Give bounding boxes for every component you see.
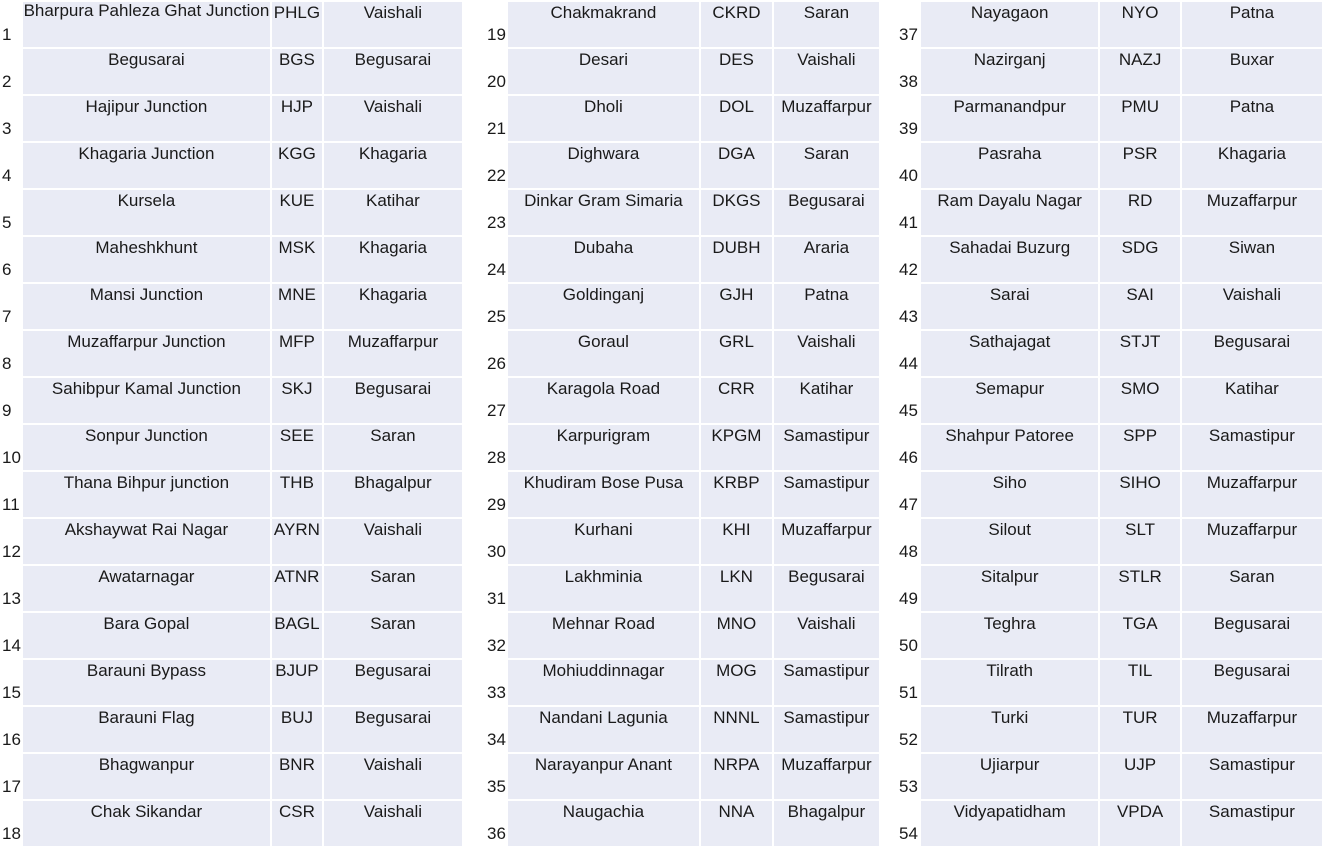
station-code-cell: SLT <box>1099 518 1180 565</box>
district-cell: Samastipur <box>773 659 880 706</box>
table-row <box>1 48 463 95</box>
station-code-cell: PMU <box>1099 95 1180 142</box>
station-name-cell: Vidyapatidham <box>920 800 1099 847</box>
table-row <box>1 95 463 142</box>
station-name-cell: Pasraha <box>920 142 1099 189</box>
station-name-cell: Dighwara <box>507 142 700 189</box>
row-number: 22 <box>486 142 507 189</box>
station-name-cell: Dholi <box>507 95 700 142</box>
district-cell: Vaishali <box>323 753 463 800</box>
district-cell: Saran <box>1181 565 1323 612</box>
station-code-cell: BJUP <box>271 659 323 706</box>
table-row <box>1 377 463 424</box>
row-number: 5 <box>1 189 22 236</box>
station-name-cell: Dinkar Gram Simaria <box>507 189 700 236</box>
table-row <box>898 800 1323 847</box>
district-cell: Muzaffarpur <box>323 330 463 377</box>
row-number: 27 <box>486 377 507 424</box>
table-row <box>898 48 1323 95</box>
station-code-cell: SAI <box>1099 283 1180 330</box>
station-code-cell: GJH <box>700 283 773 330</box>
station-code-cell: HJP <box>271 95 323 142</box>
row-number: 8 <box>1 330 22 377</box>
station-code-cell: NNNL <box>700 706 773 753</box>
table-row <box>1 659 463 706</box>
district-cell: Vaishali <box>323 95 463 142</box>
station-name-cell: Silout <box>920 518 1099 565</box>
station-code-cell: SMO <box>1099 377 1180 424</box>
station-code-cell: NNA <box>700 800 773 847</box>
station-code-cell: GRL <box>700 330 773 377</box>
station-code-cell: UJP <box>1099 753 1180 800</box>
station-name-cell: Sarai <box>920 283 1099 330</box>
station-name-cell: Barauni Bypass <box>22 659 271 706</box>
station-table-1 <box>0 0 464 848</box>
station-name-cell: Muzaffarpur Junction <box>22 330 271 377</box>
district-cell: Muzaffarpur <box>773 95 880 142</box>
row-number: 35 <box>486 753 507 800</box>
station-code-cell: TUR <box>1099 706 1180 753</box>
row-number: 4 <box>1 142 22 189</box>
table-row <box>898 612 1323 659</box>
table-row <box>1 330 463 377</box>
table-row <box>1 612 463 659</box>
station-code-cell: ATNR <box>271 565 323 612</box>
station-name-cell: Chakmakrand <box>507 1 700 48</box>
district-cell: Vaishali <box>323 518 463 565</box>
station-name-cell: Awatarnagar <box>22 565 271 612</box>
station-name-cell: Mohiuddinnagar <box>507 659 700 706</box>
table-row <box>486 612 880 659</box>
district-cell: Begusarai <box>323 48 463 95</box>
station-name-cell: Bhagwanpur <box>22 753 271 800</box>
district-cell: Begusarai <box>1181 659 1323 706</box>
row-number: 41 <box>898 189 920 236</box>
station-name-cell: Mehnar Road <box>507 612 700 659</box>
table-row <box>898 1 1323 48</box>
table-row <box>898 283 1323 330</box>
station-code-cell: KRBP <box>700 471 773 518</box>
station-name-cell: Hajipur Junction <box>22 95 271 142</box>
station-code-cell: PSR <box>1099 142 1180 189</box>
row-number: 47 <box>898 471 920 518</box>
table-row <box>898 471 1323 518</box>
station-name-cell: Karpurigram <box>507 424 700 471</box>
row-number: 25 <box>486 283 507 330</box>
station-name-cell: Maheshkhunt <box>22 236 271 283</box>
station-code-cell: KUE <box>271 189 323 236</box>
row-number: 43 <box>898 283 920 330</box>
station-name-cell: Sonpur Junction <box>22 424 271 471</box>
station-code-cell: STLR <box>1099 565 1180 612</box>
district-cell: Katihar <box>1181 377 1323 424</box>
district-cell: Araria <box>773 236 880 283</box>
table-row <box>1 189 463 236</box>
table-row <box>898 236 1323 283</box>
station-code-cell: BGS <box>271 48 323 95</box>
station-name-cell: Nandani Lagunia <box>507 706 700 753</box>
row-number: 32 <box>486 612 507 659</box>
table-row <box>486 800 880 847</box>
row-number: 50 <box>898 612 920 659</box>
table-row <box>486 48 880 95</box>
table-row <box>486 659 880 706</box>
district-cell: Muzaffarpur <box>1181 518 1323 565</box>
row-number: 2 <box>1 48 22 95</box>
station-name-cell: Semapur <box>920 377 1099 424</box>
station-code-cell: TGA <box>1099 612 1180 659</box>
station-code-cell: VPDA <box>1099 800 1180 847</box>
station-name-cell: Goraul <box>507 330 700 377</box>
row-number: 1 <box>1 1 22 48</box>
station-code-cell: CRR <box>700 377 773 424</box>
table-row <box>898 189 1323 236</box>
table-row <box>898 377 1323 424</box>
station-name-cell: Shahpur Patoree <box>920 424 1099 471</box>
district-cell: Saran <box>773 1 880 48</box>
table-row <box>486 95 880 142</box>
district-cell: Saran <box>323 424 463 471</box>
table-row <box>486 753 880 800</box>
station-name-cell: Kurhani <box>507 518 700 565</box>
row-number: 18 <box>1 800 22 847</box>
station-code-cell: AYRN <box>271 518 323 565</box>
table-row <box>898 753 1323 800</box>
station-code-cell: RD <box>1099 189 1180 236</box>
station-code-cell: LKN <box>700 565 773 612</box>
station-name-cell: Sitalpur <box>920 565 1099 612</box>
district-cell: Begusarai <box>773 189 880 236</box>
station-code-cell: DUBH <box>700 236 773 283</box>
station-name-cell: Begusarai <box>22 48 271 95</box>
table-row <box>486 377 880 424</box>
row-number: 17 <box>1 753 22 800</box>
table-row <box>486 142 880 189</box>
station-code-cell: SKJ <box>271 377 323 424</box>
station-name-cell: Mansi Junction <box>22 283 271 330</box>
station-code-cell: STJT <box>1099 330 1180 377</box>
row-number: 19 <box>486 1 507 48</box>
row-number: 38 <box>898 48 920 95</box>
row-number: 54 <box>898 800 920 847</box>
district-cell: Saran <box>323 565 463 612</box>
district-cell: Begusarai <box>773 565 880 612</box>
station-name-cell: Naugachia <box>507 800 700 847</box>
table-row <box>486 706 880 753</box>
row-number: 20 <box>486 48 507 95</box>
row-number: 21 <box>486 95 507 142</box>
district-cell: Saran <box>773 142 880 189</box>
district-cell: Vaishali <box>323 800 463 847</box>
district-cell: Muzaffarpur <box>1181 471 1323 518</box>
station-code-cell: BAGL <box>271 612 323 659</box>
station-code-cell: DES <box>700 48 773 95</box>
station-name-cell: Sahadai Buzurg <box>920 236 1099 283</box>
station-code-cell: SEE <box>271 424 323 471</box>
station-name-cell: Siho <box>920 471 1099 518</box>
row-number: 36 <box>486 800 507 847</box>
row-number: 10 <box>1 424 22 471</box>
table-row <box>1 518 463 565</box>
row-number: 44 <box>898 330 920 377</box>
district-cell: Begusarai <box>1181 612 1323 659</box>
station-code-cell: SPP <box>1099 424 1180 471</box>
district-cell: Samastipur <box>773 706 880 753</box>
station-table-body <box>898 1 1323 847</box>
district-cell: Vaishali <box>1181 283 1323 330</box>
table-row <box>1 142 463 189</box>
station-code-cell: BNR <box>271 753 323 800</box>
district-cell: Khagaria <box>323 236 463 283</box>
station-code-cell: MOG <box>700 659 773 706</box>
row-number: 24 <box>486 236 507 283</box>
station-code-cell: NYO <box>1099 1 1180 48</box>
table-row <box>486 1 880 48</box>
row-number: 51 <box>898 659 920 706</box>
table-row <box>898 659 1323 706</box>
district-cell: Begusarai <box>323 659 463 706</box>
district-cell: Vaishali <box>773 48 880 95</box>
row-number: 12 <box>1 518 22 565</box>
station-table-2 <box>485 0 881 848</box>
station-name-cell: Khagaria Junction <box>22 142 271 189</box>
station-code-cell: KGG <box>271 142 323 189</box>
district-cell: Samastipur <box>773 424 880 471</box>
row-number: 3 <box>1 95 22 142</box>
station-table-body <box>1 1 463 847</box>
table-row <box>898 330 1323 377</box>
station-name-cell: Teghra <box>920 612 1099 659</box>
district-cell: Katihar <box>773 377 880 424</box>
station-name-cell: Chak Sikandar <box>22 800 271 847</box>
row-number: 28 <box>486 424 507 471</box>
row-number: 48 <box>898 518 920 565</box>
station-code-cell: MFP <box>271 330 323 377</box>
table-row <box>898 142 1323 189</box>
station-code-cell: DKGS <box>700 189 773 236</box>
station-table-3 <box>897 0 1324 848</box>
row-number: 15 <box>1 659 22 706</box>
row-number: 40 <box>898 142 920 189</box>
district-cell: Vaishali <box>773 330 880 377</box>
station-name-cell: Kursela <box>22 189 271 236</box>
table-row <box>486 471 880 518</box>
station-code-cell: DGA <box>700 142 773 189</box>
station-name-cell: Ram Dayalu Nagar <box>920 189 1099 236</box>
district-cell: Patna <box>1181 1 1323 48</box>
station-code-cell: CKRD <box>700 1 773 48</box>
table-row <box>898 706 1323 753</box>
row-number: 13 <box>1 565 22 612</box>
station-name-cell: Nazirganj <box>920 48 1099 95</box>
table-row <box>486 330 880 377</box>
district-cell: Muzaffarpur <box>1181 189 1323 236</box>
row-number: 6 <box>1 236 22 283</box>
station-name-cell: Akshaywat Rai Nagar <box>22 518 271 565</box>
station-code-cell: BUJ <box>271 706 323 753</box>
district-cell: Muzaffarpur <box>1181 706 1323 753</box>
station-code-cell: KPGM <box>700 424 773 471</box>
station-name-cell: Bara Gopal <box>22 612 271 659</box>
station-code-cell: DOL <box>700 95 773 142</box>
station-code-cell: SDG <box>1099 236 1180 283</box>
station-code-cell: MNE <box>271 283 323 330</box>
district-cell: Samastipur <box>1181 753 1323 800</box>
station-name-cell: Barauni Flag <box>22 706 271 753</box>
row-number: 42 <box>898 236 920 283</box>
row-number: 37 <box>898 1 920 48</box>
station-name-cell: Nayagaon <box>920 1 1099 48</box>
district-cell: Khagaria <box>323 283 463 330</box>
table-row <box>486 424 880 471</box>
row-number: 33 <box>486 659 507 706</box>
district-cell: Begusarai <box>1181 330 1323 377</box>
district-cell: Siwan <box>1181 236 1323 283</box>
row-number: 52 <box>898 706 920 753</box>
station-name-cell: Goldinganj <box>507 283 700 330</box>
row-number: 26 <box>486 330 507 377</box>
table-row <box>1 800 463 847</box>
station-code-cell: NAZJ <box>1099 48 1180 95</box>
station-name-cell: Dubaha <box>507 236 700 283</box>
station-name-cell: Karagola Road <box>507 377 700 424</box>
station-name-cell: Parmanandpur <box>920 95 1099 142</box>
row-number: 29 <box>486 471 507 518</box>
station-code-cell: SIHO <box>1099 471 1180 518</box>
station-name-cell: Ujiarpur <box>920 753 1099 800</box>
row-number: 53 <box>898 753 920 800</box>
district-cell: Buxar <box>1181 48 1323 95</box>
table-row <box>1 424 463 471</box>
district-cell: Begusarai <box>323 706 463 753</box>
table-row <box>1 283 463 330</box>
district-cell: Khagaria <box>323 142 463 189</box>
row-number: 46 <box>898 424 920 471</box>
station-name-cell: Turki <box>920 706 1099 753</box>
row-number: 49 <box>898 565 920 612</box>
table-row <box>1 565 463 612</box>
station-code-cell: NRPA <box>700 753 773 800</box>
district-cell: Samastipur <box>1181 800 1323 847</box>
district-cell: Muzaffarpur <box>773 518 880 565</box>
row-number: 11 <box>1 471 22 518</box>
district-cell: Muzaffarpur <box>773 753 880 800</box>
table-row <box>486 518 880 565</box>
table-row <box>898 95 1323 142</box>
table-row <box>1 471 463 518</box>
table-row <box>486 236 880 283</box>
row-number: 23 <box>486 189 507 236</box>
district-cell: Patna <box>773 283 880 330</box>
district-cell: Vaishali <box>323 1 463 48</box>
table-row <box>486 283 880 330</box>
row-number: 39 <box>898 95 920 142</box>
station-name-cell: Thana Bihpur junction <box>22 471 271 518</box>
row-number: 45 <box>898 377 920 424</box>
district-cell: Vaishali <box>773 612 880 659</box>
row-number: 30 <box>486 518 507 565</box>
station-name-cell: Khudiram Bose Pusa <box>507 471 700 518</box>
station-code-cell: MNO <box>700 612 773 659</box>
table-row <box>1 236 463 283</box>
table-row <box>898 565 1323 612</box>
row-number: 9 <box>1 377 22 424</box>
station-name-cell: Desari <box>507 48 700 95</box>
station-name-cell: Sathajagat <box>920 330 1099 377</box>
station-code-cell: CSR <box>271 800 323 847</box>
district-cell: Samastipur <box>1181 424 1323 471</box>
row-number: 16 <box>1 706 22 753</box>
row-number: 14 <box>1 612 22 659</box>
station-name-cell: Narayanpur Anant <box>507 753 700 800</box>
table-row <box>486 189 880 236</box>
district-cell: Samastipur <box>773 471 880 518</box>
station-code-cell: KHI <box>700 518 773 565</box>
table-row <box>898 424 1323 471</box>
table-row <box>1 753 463 800</box>
station-name-cell: Lakhminia <box>507 565 700 612</box>
district-cell: Saran <box>323 612 463 659</box>
station-table-body <box>486 1 880 847</box>
station-name-cell: Bharpura Pahleza Ghat Junction <box>22 1 271 48</box>
table-row <box>1 706 463 753</box>
row-number: 34 <box>486 706 507 753</box>
district-cell: Bhagalpur <box>773 800 880 847</box>
district-cell: Khagaria <box>1181 142 1323 189</box>
station-name-cell: Sahibpur Kamal Junction <box>22 377 271 424</box>
district-cell: Katihar <box>323 189 463 236</box>
table-row <box>486 565 880 612</box>
row-number: 31 <box>486 565 507 612</box>
station-code-cell: MSK <box>271 236 323 283</box>
station-name-cell: Tilrath <box>920 659 1099 706</box>
district-cell: Bhagalpur <box>323 471 463 518</box>
district-cell: Patna <box>1181 95 1323 142</box>
district-cell: Begusarai <box>323 377 463 424</box>
station-code-cell: PHLG <box>271 1 323 48</box>
station-code-cell: TIL <box>1099 659 1180 706</box>
table-row <box>1 1 463 48</box>
station-code-cell: THB <box>271 471 323 518</box>
row-number: 7 <box>1 283 22 330</box>
table-row <box>898 518 1323 565</box>
